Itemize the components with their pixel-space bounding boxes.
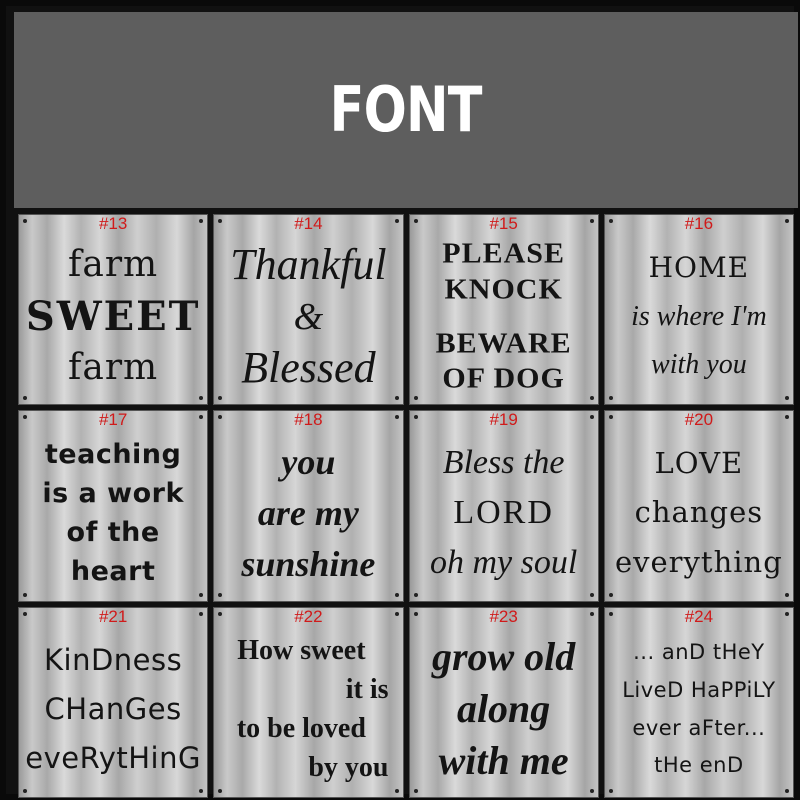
sign-text <box>605 626 793 793</box>
sign-line: LOVE <box>654 446 744 481</box>
sign-text <box>410 626 598 793</box>
sign-grid <box>18 214 794 798</box>
sign-text <box>214 233 402 400</box>
sign-number: #15 <box>489 214 518 233</box>
sign-number: #24 <box>684 606 714 626</box>
sign-number: #20 <box>684 410 714 430</box>
sign-line: KinDness <box>44 642 183 677</box>
sign-line: it is <box>345 673 389 705</box>
sign-tile-20[interactable] <box>604 410 794 601</box>
sign-tile-21[interactable] <box>18 607 208 798</box>
sign-line: OF DOG <box>442 363 565 395</box>
sign-line: of the <box>66 516 160 548</box>
sign-line: everything <box>614 544 783 579</box>
sign-line: Bless the <box>442 443 565 481</box>
sign-line: LORD <box>453 493 554 531</box>
sign-number: #21 <box>98 606 128 626</box>
sign-number: #16 <box>684 214 714 233</box>
sign-number: #14 <box>294 214 323 233</box>
sign-line: heart <box>70 555 156 587</box>
sign-line: BEWARE <box>435 327 572 359</box>
sign-tile-23[interactable] <box>409 607 599 798</box>
sign-text <box>410 233 598 400</box>
sign-line: you <box>281 442 336 483</box>
sign-line: grow old <box>431 634 576 680</box>
header-banner <box>14 12 798 208</box>
sign-text <box>19 626 207 793</box>
sign-tile-24[interactable] <box>604 607 794 798</box>
sign-tile-22[interactable] <box>213 607 403 798</box>
sign-number: #18 <box>294 410 323 430</box>
sign-line: oh my soul <box>429 544 578 582</box>
sign-tile-17[interactable] <box>18 410 208 601</box>
sign-line: eveRytHinG <box>25 740 201 775</box>
sign-text <box>19 429 207 596</box>
sign-text <box>214 626 402 793</box>
sign-line: with you <box>651 349 747 381</box>
sign-number: #22 <box>294 606 323 626</box>
sign-tile-14[interactable] <box>213 214 403 405</box>
sign-line: changes <box>634 495 764 530</box>
sign-line: ... anD tHeY <box>633 640 765 665</box>
sign-number: #23 <box>489 606 518 626</box>
sign-line: tHe enD <box>654 753 744 778</box>
sign-line: LiveD HaPPiLY <box>622 677 776 702</box>
sign-line: to be loved <box>236 712 366 744</box>
sign-number: #19 <box>489 410 518 430</box>
sign-tile-15[interactable] <box>409 214 599 405</box>
sign-line: Thankful <box>230 240 387 290</box>
sign-line: farm <box>68 243 159 285</box>
sign-tile-16[interactable] <box>604 214 794 405</box>
sign-line: SWEET <box>25 292 201 340</box>
sign-tile-19[interactable] <box>409 410 599 601</box>
sign-text <box>19 233 207 400</box>
sign-line: is a work <box>42 478 184 510</box>
sign-line: are my <box>257 492 359 533</box>
sign-text <box>410 429 598 596</box>
sign-line: ever aFter... <box>632 715 766 740</box>
sign-line: HOME <box>648 250 750 284</box>
sign-text <box>605 429 793 596</box>
sign-line: with me <box>438 738 569 784</box>
sign-line: sunshine <box>241 543 376 584</box>
sign-line: farm <box>68 347 159 389</box>
sign-line: Blessed <box>241 342 376 392</box>
sign-line: KNOCK <box>444 273 563 305</box>
sign-line: teaching <box>44 439 182 471</box>
sign-line: is where I'm <box>631 300 767 332</box>
sign-line: CHanGes <box>44 691 182 726</box>
sign-text <box>605 233 793 400</box>
sign-number: #17 <box>98 410 128 430</box>
header-title: FONT <box>330 73 482 146</box>
sign-line: along <box>456 686 551 732</box>
sign-tile-18[interactable] <box>213 410 403 601</box>
sign-line: PLEASE <box>442 237 565 270</box>
sign-line: by you <box>308 751 389 783</box>
sign-number: #13 <box>98 214 128 233</box>
sign-text <box>214 429 402 596</box>
sign-line: How sweet <box>237 634 366 666</box>
sign-tile-13[interactable] <box>18 214 208 405</box>
sign-line: & <box>293 295 324 338</box>
